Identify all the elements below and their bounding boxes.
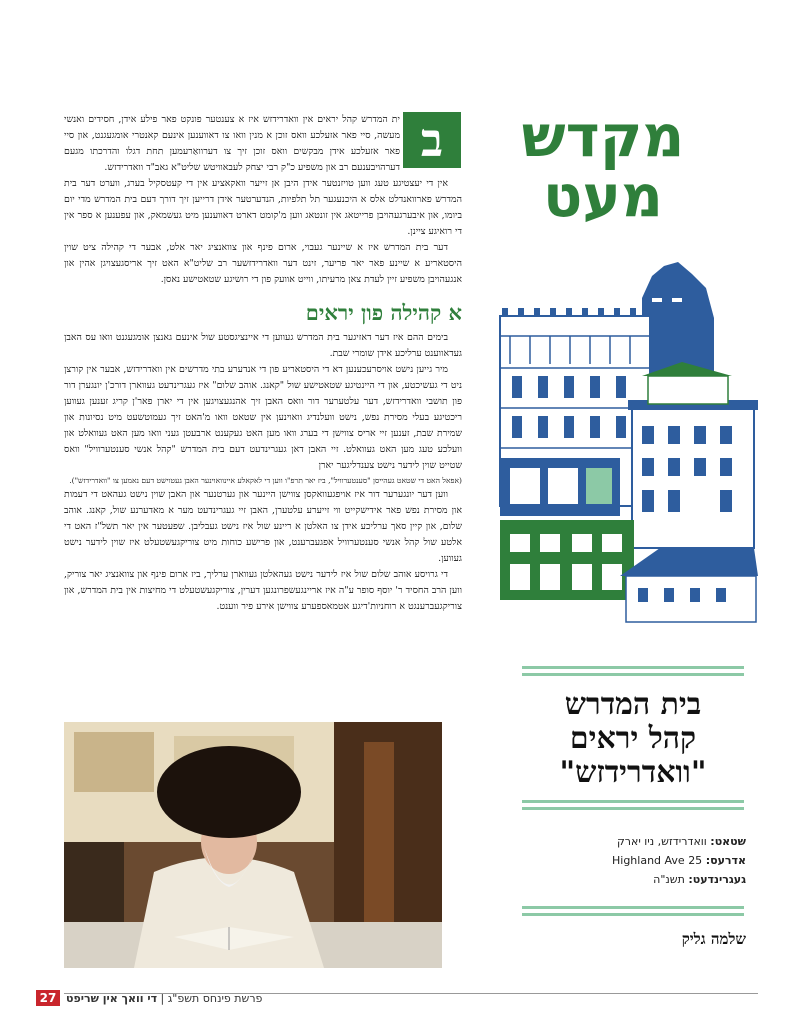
founded-row <box>520 870 746 889</box>
article-body <box>64 112 462 615</box>
address-row <box>520 851 746 870</box>
title-line: מקדש <box>521 102 685 170</box>
page-title <box>498 102 708 230</box>
paragraph: בימים ההם איז דער דאזיגער בית המדרש געווען די איינציגסטע שול אינעם גאנצן אומגעגנט וואו עס האבן געדאווענט ערליכע אידן שומרי שבת. <box>64 332 462 359</box>
shul-name-line: בית המדרש <box>564 687 702 722</box>
section-heading: א קהילה פון יראים <box>305 300 462 325</box>
address-value: 25 Highland Ave <box>612 854 703 867</box>
decorative-lines <box>522 666 744 680</box>
shul-name-line: קהל יראים <box>569 721 697 756</box>
decorative-lines <box>522 906 744 920</box>
author-name: שלמה גליק <box>681 930 746 948</box>
location-value: וואדרידזש, ניו יארק <box>616 835 707 848</box>
decorative-lines <box>522 800 744 814</box>
paragraph: די גרויסע אוהב שלום שול איז לידער נישט געהאלטן געווארן ערליך, ביז ארום פינף און צוואנציג יאר צוריק, ווען הרב החסיד ר' יוסף סופר ע"ה איז אריינגעשפרונגען דערין, צוריקגעשטעלט די מחיצות אין בית המדרש, און צוריקגעברענגט א רוחניות'דיגע אטמאספערע צווישן אירע פיר ווענט. <box>64 569 462 612</box>
footer-parsha: פרשת פינחס תשפ"ג <box>167 992 263 1005</box>
footer-separator: | <box>160 992 165 1005</box>
footer-text <box>66 992 262 1005</box>
title-line: מעט <box>543 162 663 230</box>
shul-name <box>520 688 746 790</box>
paragraph: ית המדרש קהל יראים אין וואדרידזש איז א צענטער פונקט פאר פילע אידן, חסידים ואנשי מעשה, סיי פאר אזעלכע וואס זוכן א מנין וואו צו דאווענען אינעם קאנטרי אומגעגנט, און סיי פאר אזעלכע אידן מבקשים וואס זוכן זיך צו דערוואַרעמען תחת דגלו והדרכתו מגעם דערהויבענעם רב און משפיע כ"ק רבי יצחק לעבאוויטש שליט"א גאב"ד וואדרידזש. <box>64 114 400 173</box>
paragraph: ווען דער יונגערער דור איז אויפגעוואקסן צווישן היינער און גערטנער און האבן שוין נישט געהאט די דעמות און מסירת נפש פאר אידישקייט ווי זייערע עלטערן, האבן זיי געגרינדעט מער א מאדערנע שול, קאנג. אוהב שלום, און קיין סאך ערליכע אידן צו האלטן א ריינע שול איז נישט געבליבן. שפעטער אין יאר תשל"ז האט די אלטע שול קהל אנשי סענטערוויל אפגעברענט, און פרישע כוחות מיט צוריקגעשטעלט איז שוין לידער נישט געווען. <box>64 489 462 564</box>
page-number: 27 <box>36 990 60 1006</box>
paragraph: מיר גייען נישט אויסרעכענען דא די היסטאריע פון די אנדערע בתי מדרשים אין וואדרידזש, אבער אין קורצן ניט די געשיכטע, און די היינטיגע שטאטישע שול "קאנג. אוהב שלום" איז געגרינדעט געווארן דורכ'ן יונגערן דור פון תושבי וואדרידזש, דער עלטערער דור וואס האבן זיך אהנגעצויגען אין די יארן פאר'ן קריג זענען געווען ריכטיגע בעלי מסירת נפש, נישט וועלנדיג וואוינען אין שטאט וואו מ'האט זיך געמוטשעט מיט נסיונות און שמירת שבת, זענען זיי אריס צווישן די בערג וואו מען האט געקענט ארבעטן געני וואו מען האט געוואלט און וועלכע טעג מען האט געוואלט. זיי האבן דאן געגרינדעט דעם בית המדרש "קהל אנשי סענטערוויל" וואס שטייט שוין לידער נישט צענדליגער יארן <box>64 364 462 471</box>
building-illustration <box>492 258 762 636</box>
founded-label: געגרינדעט: <box>688 873 746 886</box>
rabbi-photo <box>64 722 442 968</box>
footer-publication: די וואך אין שריפט <box>66 992 158 1005</box>
footnote: (אפאל האט די שטאט געהייסן "סענטערוויל", ביז יאר תרפ"ו ווען די לאקאלע איינוואוינער האבן געטוישט דעם נאמען צו "וואדרידזש"). <box>69 476 462 485</box>
location-label: שטאט: <box>710 835 746 848</box>
paragraph: דער בית המדרש איז א שיינער געבוי, ארום פינף און צוואנציג יאר אלט, אבער די קהילה ציט שוין היסטאריע א שיינע פאר יאר פריער, זינט דער וואדרידזשער רב שליט"א האט זיך אריסגעצויגן אהין און אנגעהויבן משפיע זיין לעדת צאן מרעיתו, ווייט אוועק פון די רושיגע שטאטישע נאסן. <box>64 242 462 285</box>
address-label: אדרעס: <box>705 854 746 867</box>
drop-cap: ב <box>403 112 461 168</box>
location-row <box>520 832 746 851</box>
founded-value: תשנ"ה <box>653 873 685 886</box>
shul-name-line: "וואדרידזש" <box>559 755 707 790</box>
info-block <box>520 832 746 889</box>
paragraph: אין די יעצטיגע טעג ווען טויזנטער אידן היבן אן זייער וואקאציע אין די קעטסקיל בערג, ווערט דער בית המדרש פארוואנדלט אלס א היכנעגער תל תלפיות, הנדערטער אידן דרייען זיך דורך דעם בית המדרש מדי יום ביומו, און איבערגעהויבן פרייטאג אין זונטאג ווען מ'קומט דארט דאווענען מיט געשמאק, און עפענען א ספר אין די רואיגע ציינן. <box>64 178 462 237</box>
photo-illustration <box>64 722 442 968</box>
